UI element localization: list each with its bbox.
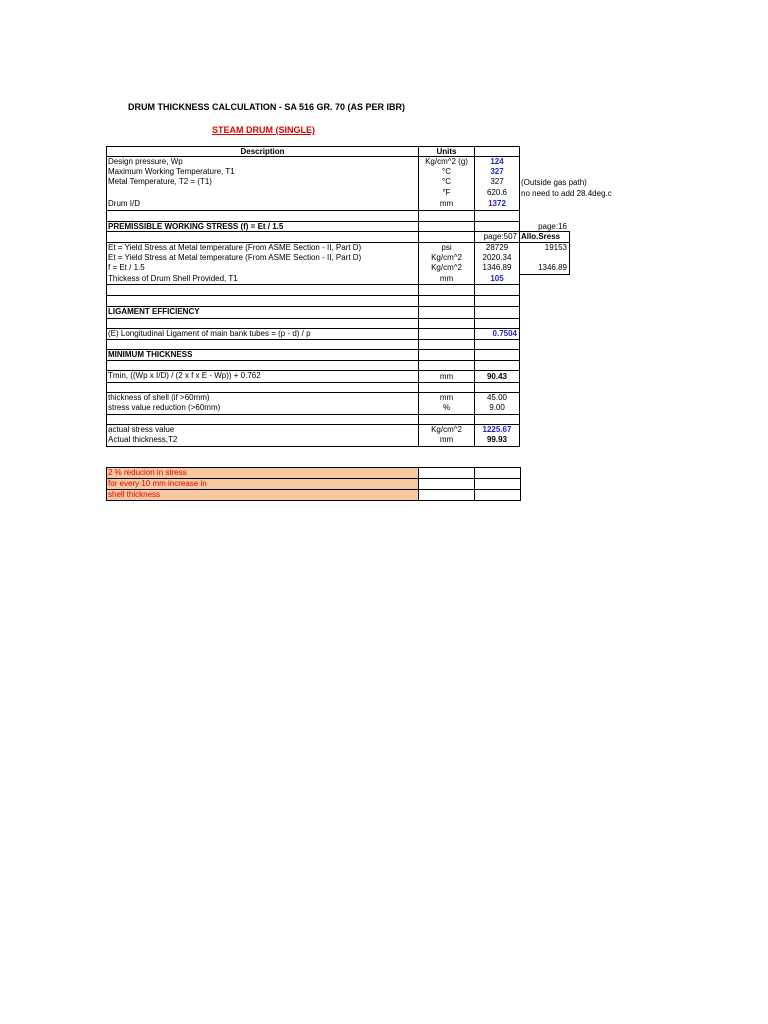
header-units: Units (436, 147, 457, 156)
row-design-pressure-desc: Design pressure, Wp (108, 157, 183, 166)
row-shell-thickness-unit: mm (439, 274, 454, 283)
section-minimum-thickness: MINIMUM THICKNESS (108, 350, 193, 359)
row-max-temp-unit: °C (442, 167, 451, 176)
row-tmin-value: 90.43 (486, 372, 508, 381)
row-metal-temp-f-unit: °F (442, 188, 451, 197)
row-drum-id-desc: Drum I/D (108, 199, 140, 208)
footnote-line-2: for every 10 mm increase in (108, 479, 207, 488)
row-yield-stress-kg-desc: Et = Yield Stress at Metal temperature (From ASME Section - II, Part D) (108, 253, 362, 262)
section-permissible-stress: PREMISSIBLE WORKING STRESS (f) = Et / 1.5 (108, 222, 284, 231)
row-actual-stress-desc: actual stress value (108, 425, 175, 434)
row-design-pressure-value: 124 (490, 157, 504, 166)
row-stress-reduction-desc: stress value reduction (>60mm) (108, 403, 221, 412)
row-metal-temp-desc: Metal Temperature, T2 = (T1) (108, 177, 212, 186)
row-yield-stress-psi-value: 28729 (485, 243, 509, 252)
page-title: DRUM THICKNESS CALCULATION - SA 516 GR. 70 (AS PER IBR) (128, 102, 406, 112)
row-actual-stress-unit: Kg/cm^2 (431, 425, 462, 434)
section-ligament-efficiency: LIGAMENT EFFICIENCY (108, 307, 200, 316)
row-shell-if-desc: thickness of shell (if >60mm) (108, 393, 210, 402)
footnote-table (106, 467, 521, 501)
row-max-temp-desc: Maximum Working Temperature, T1 (108, 167, 235, 176)
row-design-pressure-unit: Kg/cm^2 (g) (425, 157, 468, 166)
row-yield-stress-kg-unit: Kg/cm^2 (431, 253, 462, 262)
row-actual-thickness-desc: Actual thickness,T2 (108, 435, 178, 444)
row-stress-reduction-value: 9.00 (489, 403, 505, 412)
page-ref-16: page:16 (538, 222, 567, 231)
row-tmin-unit: mm (439, 372, 454, 381)
row-shell-thickness-desc: Thickess of Drum Shell Provided, T1 (108, 274, 238, 283)
row-yield-stress-psi-unit: psi (441, 243, 452, 252)
page-ref-507: page:507 (483, 232, 517, 241)
row-ligament-desc: (E) Longitudinal Ligament of main bank tubes = (p - d) / p (108, 329, 311, 338)
row-yield-stress-kg-value: 2020.34 (482, 253, 512, 262)
header-description: Description (240, 147, 285, 156)
row-metal-temp-unit: °C (442, 177, 451, 186)
row-f-allowable: 1346.89 (538, 263, 567, 272)
row-yield-stress-psi-desc: Et = Yield Stress at Metal temperature (From ASME Section - II, Part D) (108, 243, 362, 252)
row-shell-thickness-value: 105 (490, 274, 504, 283)
row-actual-thickness-value: 99.93 (486, 435, 508, 444)
row-metal-temp-f-note: no need to add 28.4deg.c (521, 189, 612, 198)
row-metal-temp-value: 327 (490, 177, 504, 186)
row-actual-thickness-unit: mm (439, 435, 454, 444)
row-shell-if-value: 45.00 (486, 393, 508, 402)
row-metal-temp-note: (Outside gas path) (521, 178, 587, 187)
row-actual-stress-value: 1225.67 (482, 425, 512, 434)
row-tmin-desc: Tmin, ((Wp x I/D) / (2 x f x E - Wp)) + 0.762 (108, 371, 261, 380)
allowable-stress-header: Allo.Sress (521, 232, 561, 241)
row-f-desc: f = Et / 1.5 (108, 263, 145, 272)
row-stress-reduction-unit: % (442, 403, 451, 412)
row-ligament-value: 0.7504 (492, 329, 517, 338)
row-drum-id-unit: mm (439, 199, 454, 208)
row-shell-if-unit: mm (439, 393, 454, 402)
row-max-temp-value: 327 (490, 167, 504, 176)
row-f-unit: Kg/cm^2 (431, 263, 462, 272)
row-f-value: 1346.89 (482, 263, 512, 272)
row-metal-temp-f-value: 620.6 (486, 188, 508, 197)
row-yield-stress-psi-allowable: 19153 (544, 243, 567, 252)
page-subtitle: STEAM DRUM (SINGLE) (212, 125, 315, 135)
footnote-line-1: 2 % reducion in stress (108, 468, 187, 477)
footnote-line-3: shell thickness (108, 490, 161, 499)
row-drum-id-value: 1372 (488, 199, 506, 208)
